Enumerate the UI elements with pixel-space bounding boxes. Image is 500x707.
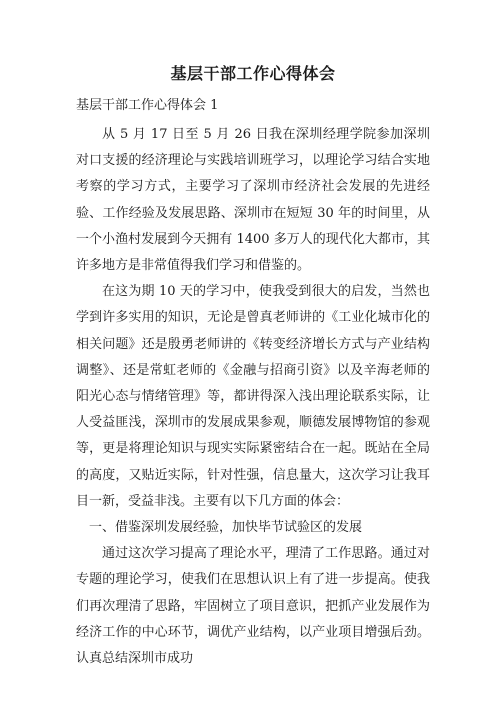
- section-paragraph: 通过这次学习提高了理论水平，理清了工作思路。通过对专题的理论学习，使我们在思想认识上有了进一步提高。使我们再次理清了思路，牢固树立了项目意识，把抓产业发展作为经济工作的中心环节，调优产业结构，以产业项目增强后劲。认真总结深圳市成功: [76, 546, 430, 667]
- paragraph-2: 在这为期 10 天的学习中，使我受到很大的启发，当然也学到许多实用的知识，无论是曾真老师讲的《工业化城市化的相关问题》还是殷勇老师讲的《转变经济增长方式与产业结构调整》、还是常虹老师的《金融与招商引资》以及辛海老师的阳光心态与情绪管理》等，都讲得深入浅出理论联系实际，让人受益匪浅，深圳市的发展成果参观，顺德发展博物馆的参观等，更是将理论知识与现实实际紧密结合在一起。既站在全局的高度，又贴近实际，针对性强，信息量大，这次学习让我耳目一新，受益非浅。主要有以下几方面的体会：: [76, 284, 430, 509]
- document-title: 基层干部工作心得体会: [170, 64, 336, 83]
- document-subtitle: 基层干部工作心得体会 1: [76, 98, 219, 113]
- paragraph-1: 从 5 月 17 日至 5 月 26 日我在深圳经理学院参加深圳对口支援的经济理论与实践培训班学习，以理论学习结合实地考察的学习方式，主要学习了深圳市经济社会发展的先进经验、工作经验及发展思路、深圳市在短短 30 年的时间里，从一个小渔村发展到今天拥有 1400 多万人的现代化大都市，其许多地方是非常值得我们学习和借鉴的。: [76, 127, 430, 274]
- section-heading: 一、借鉴深圳发展经验，加快毕节试验区的发展: [89, 520, 363, 536]
